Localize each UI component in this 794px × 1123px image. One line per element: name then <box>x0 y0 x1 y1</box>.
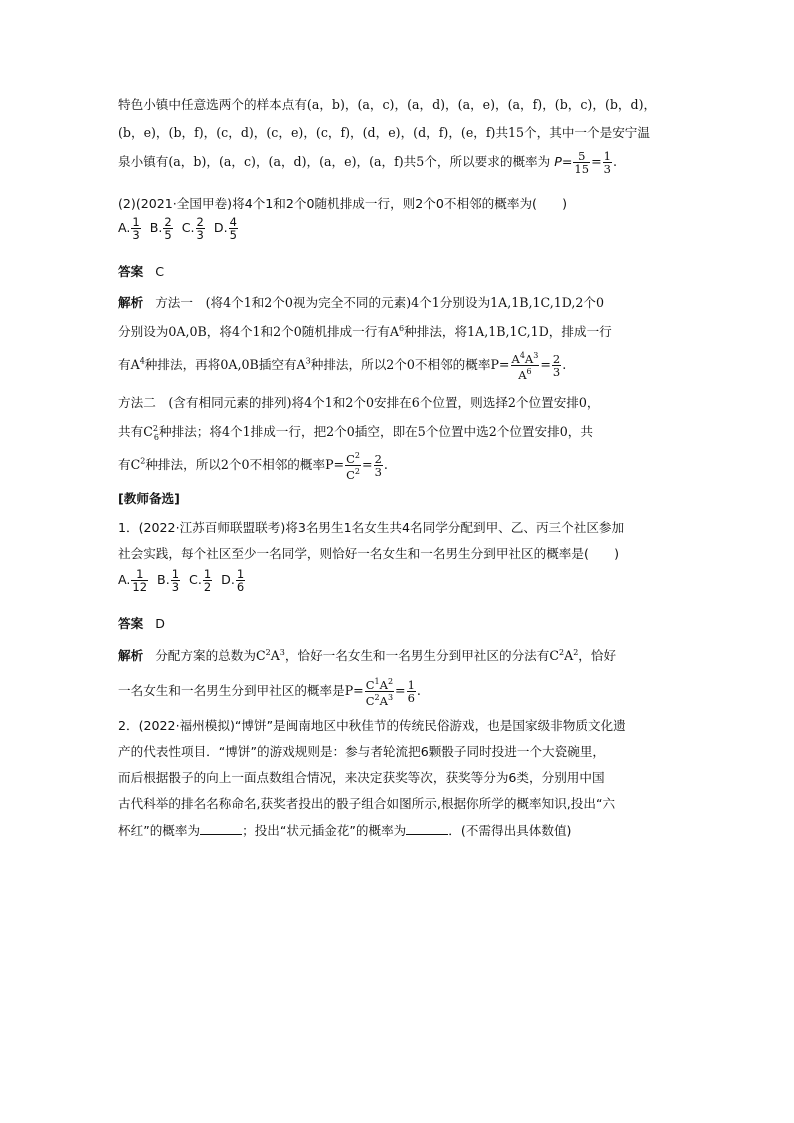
text-line: 特色小镇中任意选两个的样本点有(a，b)，(a，c)，(a，d)，(a，e)，(a，f)，(b，c)，(b，d)， <box>118 97 657 112</box>
q2-method2: 方法二 (含有相同元素的排列)将4个1和2个0安排在6个位置，则选择2个位置安排0， <box>118 395 600 410</box>
teacher-section-title: [教师备选] <box>118 491 180 506</box>
q2-method2-b: 共有$C^2_6$种排法；将4个1排成一行，把2个0插空，即在5个位置中选2个位置安排0，共 <box>118 424 593 442</box>
t1-options: A. $\frac{1}{12}$ B. $\frac{1}{3}$ C. $\frac{1}{2}$ D. $\frac{1}{6}$ <box>118 567 245 594</box>
question-2: (2)(2021·全国甲卷)将4个1和2个0随机排成一行，则2个0不相邻的概率为( ) <box>118 196 568 211</box>
teacher-q2: 2．(2022·福州模拟)“博饼”是闽南地区中秋佳节的传统民俗游戏，也是国家级非物质文化遗 <box>118 718 626 733</box>
q2-method2-c: 有$C^2$种排法，所以2个0不相邻的概率P= $\frac{C^2}{C^2}$ = $\frac{2}{3}$ . <box>118 451 388 482</box>
t1-explanation: 解析 分配方案的总数为$C^2A^3$，恰好一名女生和一名男生分到甲社区的分法有$C^2A^2$，恰好 <box>118 648 617 664</box>
teacher-q2-e: 杯红”的概率为 ；投出“状元插金花”的概率为 ．(不需得出具体数值) <box>118 823 572 838</box>
q2-method1: 解析 方法一 (将4个1和2个0视为完全不同的元素)4个1分别设为1A,1B,1C,1D,2个0 <box>118 295 605 310</box>
answer-blank[interactable] <box>406 822 448 835</box>
answer-blank[interactable] <box>200 822 242 835</box>
q2-method1-b: 分别设为0A,0B，将4个1和2个0随机排成一行有$A^6$种排法，将1A,1B,1C,1D，排成一行 <box>118 324 612 340</box>
text-line: (b，e)，(b，f)，(c，d)，(c，e)，(c，f)，(d，e)，(d，f)，(e，f)共15个，其中一个是安宁温 <box>118 125 650 140</box>
teacher-q1: 1．(2022·江苏百师联盟联考)将3名男生1名女生共4名同学分配到甲、乙、丙三个社区参加 <box>118 520 625 535</box>
q2-options: A. $\frac{1}{3}$ B. $\frac{2}{5}$ C. $\frac{2}{3}$ D. $\frac{4}{5}$ <box>118 215 237 242</box>
teacher-q2-c: 而后根据骰子的向上一面点数组合情况，来决定获奖等次，获奖等分为6类，分别用中国 <box>118 770 605 785</box>
teacher-q1-b: 社会实践，每个社区至少一名同学，则恰好一名女生和一名男生分到甲社区的概率是( ) <box>118 546 619 561</box>
q2-method1-c: 有$A^4$种排法，再将0A,0B插空有$A^3$种排法，所以2个0不相邻的概率P= $\frac{A^4A^3}{A^6}$ = $\frac{2}{3}$ . <box>118 351 567 382</box>
teacher-q2-d: 古代科举的排名名称命名,获奖者投出的骰子组合如图所示,根据你所学的概率知识,投出“六 <box>118 796 616 811</box>
t1-explanation-b: 一名女生和一名男生分到甲社区的概率是P= $\frac{C^1A^2}{C^2A^3}$ = $\frac{1}{6}$ . <box>118 677 421 708</box>
text-line: 泉小镇有(a，b)，(a，c)，(a，d)，(a，e)，(a，f)共5个，所以要求的概率为 P= $\frac{5}{15}$ = $\frac{1}{3}$ . <box>118 149 617 176</box>
teacher-q2-b: 产的代表性项目．“博饼”的游戏规则是：参与者轮流把6颗骰子同时投进一个大瓷碗里， <box>118 744 606 759</box>
q2-answer: 答案 C <box>118 264 164 279</box>
t1-answer: 答案 D <box>118 616 165 631</box>
